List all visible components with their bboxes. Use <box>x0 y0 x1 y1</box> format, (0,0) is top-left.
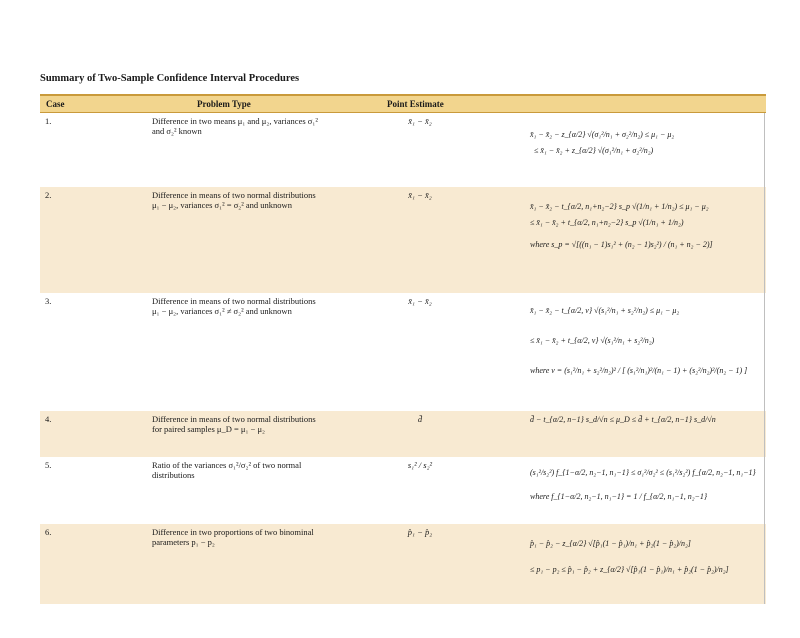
point-estimate: d̄ <box>417 414 423 424</box>
table-row-2 <box>40 187 766 293</box>
ci-line: ≤ x̄₁ − x̄₂ + t_{α/2, v} √(s₁²/n₁ + s₂²/n₂) <box>530 336 655 345</box>
ci-line: where v = (s₁²/n₁ + s₂²/n₂)² / [ (s₁²/n₁)²/(n₁ − 1) + (s₂²/n₂)²/(n₂ − 1) ] <box>530 366 748 375</box>
case-number: 6. <box>45 527 52 537</box>
point-estimate: x̄₁ − x̄₂ <box>408 116 432 126</box>
confidence-interval <box>530 465 760 505</box>
problem-type: Difference in means of two normal distributions for paired samples μ_D = μ₁ − μ₂ <box>152 414 316 434</box>
ci-line: ≤ p₁ − p₂ ≤ p̂₁ − p̂₂ + z_{α/2} √[p̂₁(1 − p̂₁)/n₁ + p̂₂(1 − p̂₂)/n₂] <box>530 565 729 574</box>
confidence-interval <box>530 303 760 379</box>
header-case: Case <box>46 99 65 109</box>
case-number: 2. <box>45 190 52 200</box>
ci-line: d̄ − t_{α/2, n−1} s_d/√n ≤ μ_D ≤ d̄ + t_{α/2, n−1} s_d/√n <box>530 415 716 424</box>
confidence-interval <box>530 412 760 428</box>
ci-line: (s₁²/s₂²) f_{1−α/2, n₂−1, n₁−1} ≤ σ₁²/σ₂² ≤ (s₁²/s₂²) f_{α/2, n₂−1, n₁−1} <box>530 468 756 477</box>
point-estimate: s₁² / s₂² <box>407 460 433 470</box>
problem-type: Difference in means of two normal distributions μ₁ − μ₂, variances σ₁² ≠ σ₂² and unknown <box>152 296 316 316</box>
case-number: 3. <box>45 296 52 306</box>
ci-line: x̄₁ − x̄₂ − t_{α/2, v} √(s₁²/n₁ + s₂²/n₂) ≤ μ₁ − μ₂ <box>530 306 680 315</box>
confidence-interval <box>530 199 760 253</box>
case-number: 1. <box>45 116 52 126</box>
point-estimate: p̂₁ − p̂₂ <box>407 527 433 537</box>
header-problem-type: Problem Type <box>197 99 251 109</box>
table-row-1 <box>40 113 766 187</box>
confidence-interval <box>530 127 760 159</box>
problem-type: Ratio of the variances σ₁²/σ₂² of two normal distributions <box>152 460 302 480</box>
ci-line: p̂₁ − p̂₂ − z_{α/2} √[p̂₁(1 − p̂₁)/n₁ + p̂₂(1 − p̂₂)/n₂] <box>530 539 691 548</box>
table-row-5 <box>40 457 766 524</box>
case-number: 4. <box>45 414 52 424</box>
right-border <box>764 113 765 604</box>
table-header <box>40 96 766 112</box>
ci-line: ≤ x̄₁ − x̄₂ + t_{α/2, n₁+n₂−2} s_p √(1/n₁ + 1/n₂) <box>530 218 684 227</box>
table-title: Summary of Two-Sample Confidence Interval Procedures <box>40 73 300 84</box>
problem-type: Difference in two means μ₁ and μ₂, variances σ₁² and σ₂² known <box>152 116 318 136</box>
table-row-4 <box>40 411 766 457</box>
header-point-estimate: Point Estimate <box>387 99 444 109</box>
point-estimate: x̄₁ − x̄₂ <box>408 190 432 200</box>
confidence-interval <box>530 536 760 578</box>
table-row-3 <box>40 293 766 411</box>
ci-line: where s_p = √[((n₁ − 1)s₁² + (n₂ − 1)s₂²) / (n₁ + n₂ − 2)] <box>530 240 713 249</box>
problem-type: Difference in means of two normal distributions μ₁ − μ₂, variances σ₁² = σ₂² and unknown <box>152 190 316 210</box>
problem-type: Difference in two proportions of two binominal parameters p₁ − p₂ <box>152 527 314 547</box>
table-row-6 <box>40 524 766 604</box>
ci-line: x̄₁ − x̄₂ − t_{α/2, n₁+n₂−2} s_p √(1/n₁ + 1/n₂) ≤ μ₁ − μ₂ <box>530 202 709 211</box>
point-estimate: x̄₁ − x̄₂ <box>408 296 432 306</box>
ci-line: x̄₁ − x̄₂ − z_{α/2} √(σ₁²/n₁ + σ₂²/n₂) ≤ μ₁ − μ₂ <box>530 130 675 139</box>
ci-line: where f_{1−α/2, n₂−1, n₁−1} = 1 / f_{α/2, n₁−1, n₂−1} <box>530 492 708 501</box>
case-number: 5. <box>45 460 52 470</box>
ci-line: ≤ x̄₁ − x̄₂ + z_{α/2} √(σ₁²/n₁ + σ₂²/n₂) <box>534 146 654 155</box>
